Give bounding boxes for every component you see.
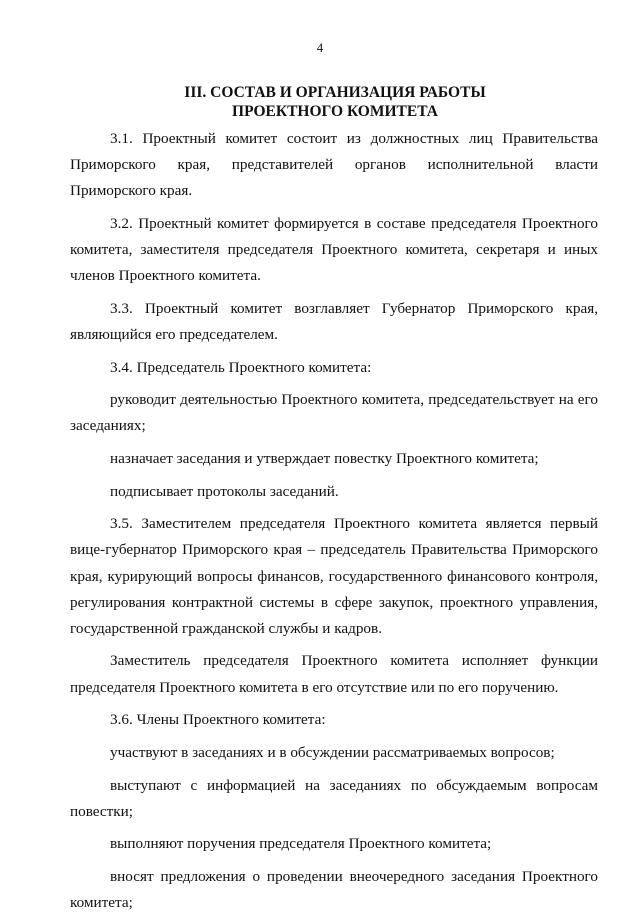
list-item: подписывает протоколы заседаний. xyxy=(110,482,339,500)
list-item: руководит деятельностью Проектного комитета, председательствует на его заседаниях; xyxy=(70,391,598,435)
paragraph-3-3: 3.3. Проектный комитет возглавляет Губернатор Приморского края, являющийся его председателем. xyxy=(70,299,598,343)
list-item: выступают с информацией на заседаниях по обсуждаемым вопросам повестки; xyxy=(70,776,598,820)
section-title: III. СОСТАВ И ОРГАНИЗАЦИЯ РАБОТЫ ПРОЕКТНОГО КОМИТЕТА xyxy=(184,84,486,120)
paragraph-3-4: 3.4. Председатель Проектного комитета: xyxy=(110,358,372,376)
page-number: 4 xyxy=(316,40,324,55)
document-body xyxy=(70,126,598,916)
list-item: назначает заседания и утверждает повестку Проектного комитета; xyxy=(110,450,539,467)
paragraph: Заместитель председателя Проектного комитета исполняет функции председателя Проектного комитета в его отсутствие или по его поручению. xyxy=(70,652,598,696)
paragraph-3-1: 3.1. Проектный комитет состоит из должностных лиц Правительства Приморского края, представителей органов исполнительной власти Приморского края. xyxy=(70,130,598,200)
paragraph-3-5: 3.5. Заместителем председателя Проектного комитета является первый вице-губернатор Приморского края – председатель Правительства Приморского края, курирующий вопросы финансов, государственного финансового контроля, регулирования контрактной системы в сфере закупок, проектного управления, государственной гражданской службы и кадров. xyxy=(70,515,598,637)
paragraph-3-6: 3.6. Члены Проектного комитета: xyxy=(110,711,326,729)
list-item: участвуют в заседаниях и в обсуждении рассматриваемых вопросов; xyxy=(110,743,555,761)
paragraph-3-2: 3.2. Проектный комитет формируется в составе председателя Проектного комитета, заместителя председателя Проектного комитета, секретаря и иных членов Проектного комитета. xyxy=(70,214,598,285)
list-item: выполняют поручения председателя Проектного комитета; xyxy=(110,835,492,853)
list-item: вносят предложения о проведении внеочередного заседания Проектного комитета; xyxy=(70,868,598,912)
